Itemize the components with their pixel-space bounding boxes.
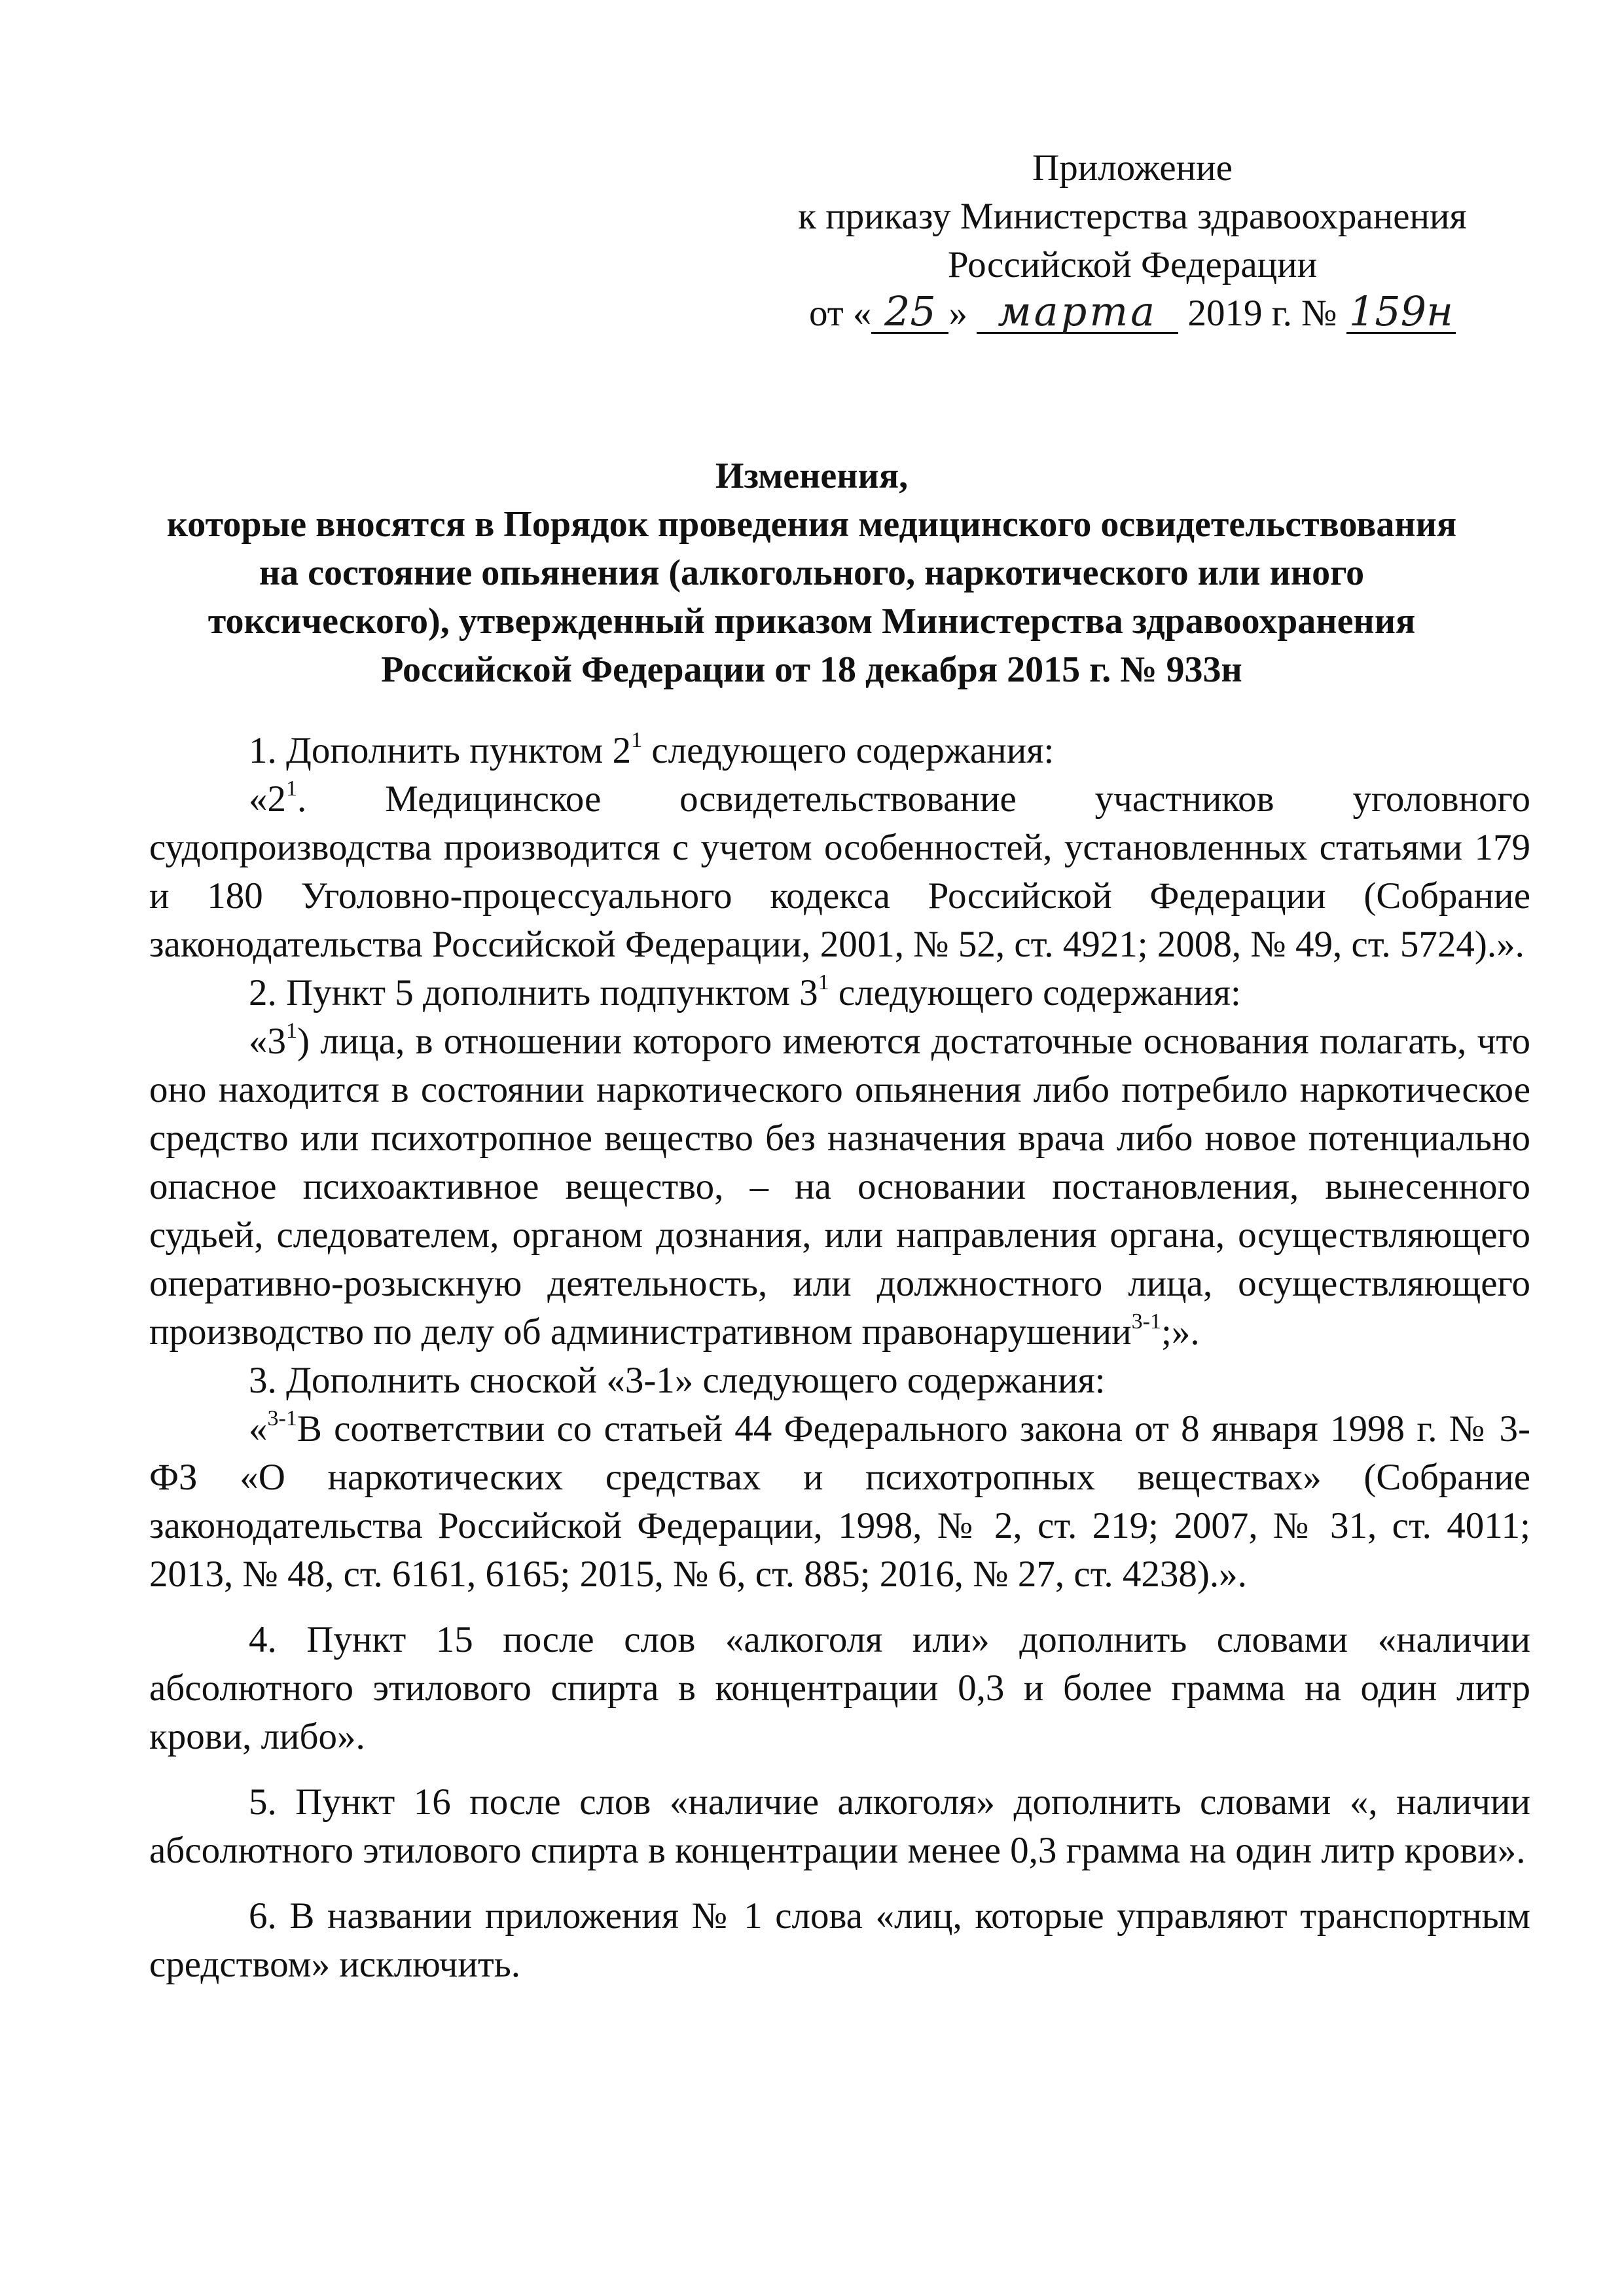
item-4: 4. Пункт 15 после слов «алкоголя или» дополнить словами «наличии абсолютного этилового спирта в концентрации 0,3 и более грамма на один литр крови, либо». bbox=[149, 1619, 1530, 1757]
date-mid: » bbox=[948, 293, 967, 334]
date-prefix: от « bbox=[809, 293, 872, 334]
item-3: 3. Дополнить сноской «3-1» следующего содержания: bbox=[249, 1360, 1106, 1401]
item-1-text-b: следующего содержания: bbox=[642, 730, 1055, 771]
document-body bbox=[149, 727, 1530, 1989]
item-6: 6. В названии приложения № 1 слова «лиц, которые управляют транспортным средством» исключить. bbox=[149, 1895, 1530, 1985]
quote-2-footnote-ref: 3-1 bbox=[1131, 1309, 1161, 1334]
title-line-4: токсического), утвержденный приказом Министерства здравоохранения bbox=[208, 601, 1416, 642]
appendix-date-line bbox=[759, 289, 1506, 338]
item-1 bbox=[149, 727, 1530, 775]
quote-3-text-b: В соответствии со статьей 44 Федерального закона от 8 января 1998 г. № 3-ФЗ «О наркотических средствах и психотропных веществах» (Собрание законодательства Российской Федерации, 1998, № 2, ст. 219; 2007, № 31, ст. 4011; 2013, № 48, ст. 6161, 6165; 2015, № 6, ст. 885; 2016, № 27, ст. 4238).». bbox=[149, 1408, 1530, 1595]
appendix-country: Российской Федерации bbox=[947, 244, 1318, 285]
quote-1-superscript: 1 bbox=[286, 776, 297, 801]
handwritten-order-number: 159н bbox=[1346, 291, 1456, 334]
quote-2-superscript: 1 bbox=[286, 1019, 297, 1043]
title-line-3: на состояние опьянения (алкогольного, наркотического или иного bbox=[259, 553, 1365, 593]
quote-2-text-c: ;». bbox=[1161, 1311, 1200, 1353]
appendix-order-ref: к приказу Министерства здравоохранения bbox=[798, 196, 1467, 237]
title-line-1: Изменения, bbox=[715, 456, 909, 496]
quote-1 bbox=[149, 775, 1530, 969]
handwritten-day: 25 bbox=[871, 291, 948, 334]
title-line-2: которые вносятся в Порядок проведения медицинского освидетельствования bbox=[166, 504, 1457, 545]
item-2-text-a: 2. Пункт 5 дополнить подпунктом 3 bbox=[249, 972, 818, 1013]
quote-3-text-a: « bbox=[249, 1408, 268, 1449]
quote-3-superscript: 3-1 bbox=[267, 1406, 297, 1430]
item-1-superscript: 1 bbox=[631, 728, 643, 752]
item-2 bbox=[149, 969, 1530, 1017]
date-year: 2019 г. № bbox=[1187, 293, 1337, 334]
quote-3 bbox=[149, 1405, 1530, 1599]
quote-1-text-b: . Медицинское освидетельствование участников уголовного судопроизводства производится с учетом особенностей, установленных статьями 179 и 180 Уголовно-процессуального кодекса Российской Федерации (Собрание законодательства Российской Федерации, 2001, № 52, ст. 4921; 2008, № 49, ст. 5724).». bbox=[149, 778, 1530, 965]
appendix-label: Приложение bbox=[1032, 147, 1233, 189]
quote-1-text-a: «2 bbox=[249, 778, 286, 820]
quote-2-text-a: «3 bbox=[249, 1021, 286, 1062]
quote-2-text-b: ) лица, в отношении которого имеются достаточные основания полагать, что оно находится в состоянии наркотического опьянения либо потребило наркотическое средство или психотропное вещество без назначения врача либо новое потенциально опасное психоактивное вещество, – на основании постановления, вынесенного судьей, следователем, органом дознания, или направления органа, осуществляющего оперативно-розыскную деятельность, или должностного лица, осуществляющего производство по делу об административном правонарушении bbox=[149, 1021, 1530, 1353]
item-2-superscript: 1 bbox=[818, 970, 829, 994]
item-5: 5. Пункт 16 после слов «наличие алкоголя» дополнить словами «, наличии абсолютного этилового спирта в концентрации менее 0,3 грамма на один литр крови». bbox=[149, 1781, 1530, 1871]
quote-2 bbox=[149, 1017, 1530, 1357]
item-2-text-b: следующего содержания: bbox=[829, 972, 1241, 1013]
handwritten-month: марта bbox=[977, 291, 1178, 334]
item-1-text-a: 1. Дополнить пунктом 2 bbox=[249, 730, 632, 771]
document-title bbox=[131, 452, 1492, 694]
appendix-header bbox=[759, 144, 1506, 338]
title-line-5: Российской Федерации от 18 декабря 2015 г. № 933н bbox=[381, 649, 1242, 690]
